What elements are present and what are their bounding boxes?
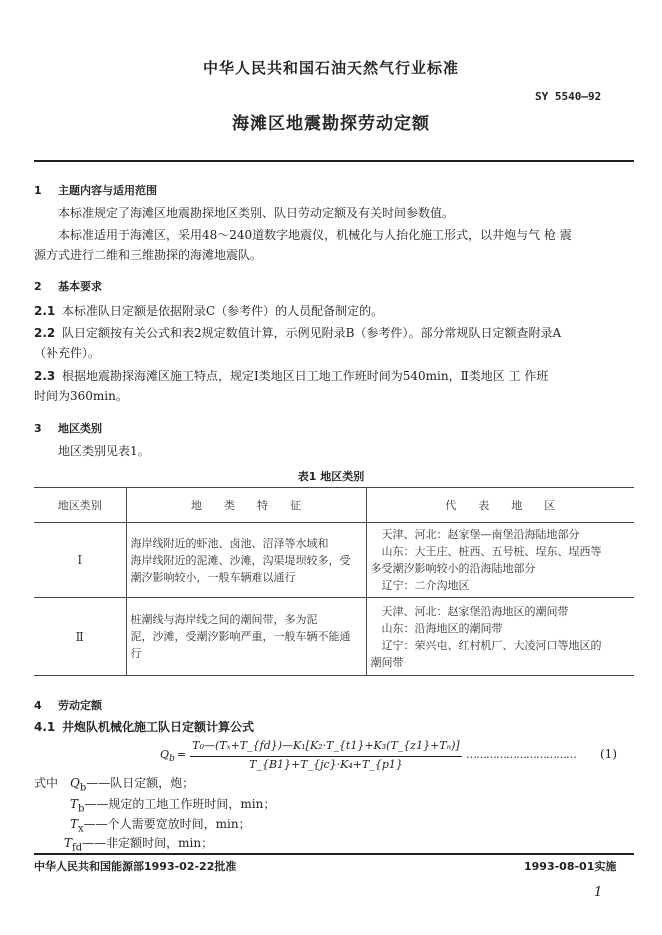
clause-text: 井炮队机械化施工队日定额计算公式 [62, 720, 255, 734]
section-heading-text: 基本要求 [58, 280, 102, 293]
clause-number: 2.2 [34, 326, 56, 340]
footer-rule [34, 853, 634, 855]
formula-leader: …………………………… [466, 748, 576, 761]
table-row [34, 598, 634, 676]
clause-2-3 [34, 365, 548, 387]
formula-denominator: T_{B1}+T_{jc}·K₄+T_{p1} [249, 758, 403, 771]
def-subscript: b [78, 803, 85, 815]
def-text: ——规定的工地工作班时间，min； [84, 797, 276, 811]
features-cell [126, 523, 366, 598]
table-header-row [34, 488, 634, 523]
clause-text: 队日定额按有关公式和表2规定数值计算，示例见附录B（参考件）。部分常规队日定额查附录A [62, 326, 562, 340]
def-subscript: fd [72, 842, 83, 854]
def-symbol: T [70, 797, 79, 811]
section-heading-text: 劳动定额 [58, 699, 102, 712]
section-number: 1 [34, 184, 42, 197]
header-category: 地区类别 [34, 488, 126, 523]
table-row [34, 523, 634, 598]
clause-4-1 [34, 716, 254, 738]
approval-line: 中华人民共和国能源部1993-02-22批准 [34, 860, 237, 873]
features-line: 海岸线附近的泥滩、沙滩，沟渠堤坝较多，受 [130, 553, 351, 567]
def-symbol: Q [70, 776, 80, 790]
regions-cell [366, 523, 634, 598]
where-label: 式中 [34, 776, 59, 790]
clause-number: 2.1 [34, 304, 56, 318]
section-4-heading [34, 697, 102, 713]
regions-line: 山东：沿海地区的潮间带 [370, 621, 503, 635]
page-number: 1 [594, 885, 603, 900]
formula-lhs-sub: b [169, 753, 175, 765]
regions-line: 辽宁：二介沟地区 [370, 579, 470, 592]
document-title: 海滩区地震勘探劳动定额 [232, 114, 430, 134]
def-symbol: T [70, 817, 79, 831]
clause-text: 本标准队日定额是依据附录C（参考件）的人员配备制定的。 [62, 304, 384, 318]
section-heading-text: 主题内容与适用范围 [58, 184, 157, 197]
def-text: ——队日定额，炮； [86, 776, 195, 790]
formula-lhs-symbol: Q [160, 748, 170, 761]
features-line: 海岸线附近的虾池、卤池、沼泽等水域和 [130, 536, 329, 550]
formula-fraction-bar [190, 756, 462, 757]
features-line: 泥，沙滩，受潮汐影响严重，一般车辆不能通 [130, 630, 351, 643]
formula-equals: = [176, 748, 187, 761]
publisher-title: 中华人民共和国石油天然气行业标准 [202, 59, 459, 77]
section-number: 4 [34, 699, 42, 712]
regions-line: 潮间带 [370, 655, 404, 669]
section-1-para-2a: 本标准适用于海滩区，采用48～240道数字地震仪，机械化与人抬化施工形式，以井炮与气 枪 震 [58, 228, 572, 242]
regions-cell [366, 598, 634, 676]
implementation-date: 1993-08-01实施 [524, 860, 617, 873]
section-1-heading [34, 182, 157, 198]
features-line: 行 [130, 647, 142, 660]
section-1-para-2b: 源方式进行二维和三维勘探的海滩地震队。 [34, 248, 263, 262]
header-features: 地 类 特 征 [126, 488, 366, 523]
section-number: 2 [34, 280, 42, 293]
standard-number: SY 5540—92 [535, 90, 602, 103]
definition-row [70, 774, 194, 793]
regions-line: 天津、河北：赵家堡—南堡沿海陆地部分 [370, 528, 580, 541]
clause-text: 根据地震勘探海滩区施工特点，规定Ⅰ类地区日工地工作班时间为540min，Ⅱ类地区 工 作班 [62, 369, 549, 383]
definition-row [70, 815, 251, 834]
regions-line: 多受潮汐影响较小的沿海陆地部分 [370, 562, 536, 575]
clause-2-3-cont: 时间为360min。 [34, 389, 128, 403]
features-line: 潮汐影响较小，一般车辆难以通行 [130, 570, 296, 584]
equation-number: (1) [600, 747, 617, 761]
section-3-heading [34, 420, 102, 436]
features-cell [126, 598, 366, 676]
category-cell: Ⅰ [34, 523, 126, 598]
def-symbol: T [64, 836, 73, 850]
def-text: ——个人需要宽放时间，min； [83, 817, 251, 831]
def-subscript: b [79, 782, 87, 794]
top-rule [34, 160, 634, 162]
regions-line: 天津、河北：赵家堡沿海地区的潮间带 [370, 604, 569, 618]
regions-line: 辽宁：荣兴屯、红村机厂、大凌河口等地区的 [370, 638, 602, 652]
def-subscript: x [78, 823, 84, 835]
clause-2-2 [34, 322, 561, 344]
definition-row [70, 795, 275, 814]
section-1-para-1: 本标准规定了海滩区地震勘探地区类别、队日劳动定额及有关时间参数值。 [58, 206, 455, 220]
regions-line: 山东：大王庄、桩西、五号桩、埕东、埕西等 [370, 545, 602, 558]
category-cell: Ⅱ [34, 598, 126, 676]
section-number: 3 [34, 422, 42, 435]
clause-number: 2.3 [34, 369, 56, 383]
features-line: 桩潮线与海岸线之间的潮间带，多为泥 [130, 613, 318, 626]
region-category-table [34, 487, 634, 676]
clause-2-1 [34, 300, 383, 322]
section-heading-text: 地区类别 [58, 422, 102, 435]
formula-lhs [160, 748, 186, 764]
def-text: ——非定额时间，min； [82, 836, 214, 850]
clause-2-2-cont: （补充件）。 [34, 346, 101, 360]
section-2-heading [34, 278, 102, 294]
formula-numerator: T₀—(Tₓ+T_{fd})—K₁[K₂·T_{t1}+K₃(T_{z1}+Tₙ)] [192, 739, 460, 752]
table-1-caption: 表1 地区类别 [297, 470, 365, 483]
header-regions: 代 表 地 区 [366, 488, 634, 523]
clause-number: 4.1 [34, 720, 56, 734]
definition-row [64, 834, 213, 853]
section-3-para: 地区类别见表1。 [58, 444, 150, 458]
